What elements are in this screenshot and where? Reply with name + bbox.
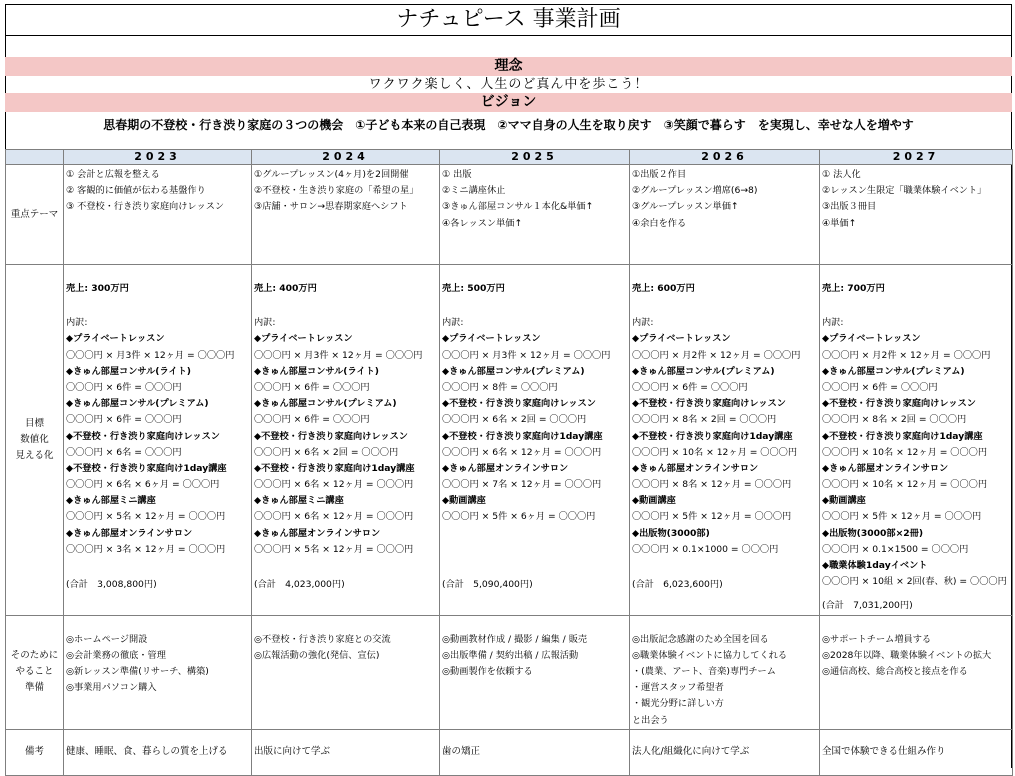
targets-row: [6, 265, 1013, 616]
breakdown-item: ◆きゅん部屋コンサル(プレミアム): [66, 398, 209, 410]
breakdown-item: ◆出版物(3000部×2冊): [822, 527, 924, 539]
list-item: ②不登校・生き渋り家庭の「希望の星」: [254, 185, 419, 197]
notes-cell: 法人化/組織化に向けて学ぶ: [630, 729, 820, 775]
breakdown-formula: 〇〇〇円 × 6名 × 12ヶ月 = 〇〇〇円: [254, 511, 414, 523]
list-item: ③ 不登校・行き渋り家庭向けレッスン: [66, 201, 225, 213]
breakdown-item: ◆きゅん部屋コンサル(ライト): [254, 365, 379, 377]
year-header: 2023: [64, 150, 252, 165]
list-item: ◎動画製作を依頼する: [442, 665, 533, 677]
list-item: ◎新レッスン準備(リサーチ、構築): [66, 665, 209, 677]
breakdown-item: ◆動画講座: [632, 495, 676, 507]
breakdown-label: 内訳:: [822, 317, 844, 329]
breakdown-formula: 〇〇〇円 × 5件 × 12ヶ月 = 〇〇〇円: [632, 511, 792, 523]
sales-target: 売上: 300万円: [66, 283, 129, 294]
list-item: ③店舗・サロン→思春期家庭へシフト: [254, 201, 408, 213]
notes-cell: 歯の矯正: [440, 729, 630, 775]
vision-text: 思春期の不登校・行き渋り家庭の３つの機会 ①子ども本来の自己表現 ②ママ自身の人生を取り戻す ③笑顔で暮らす を実現し、幸せな人を増やす: [103, 118, 914, 132]
list-item: ②グループレッスン増席(6→8): [632, 185, 758, 197]
breakdown-item: ◆不登校・行き渋り家庭向け1day講座: [632, 430, 793, 442]
breakdown-formula: 〇〇〇円 × 6名 × 12ヶ月 = 〇〇〇円: [254, 479, 414, 491]
breakdown-formula: 〇〇〇円 × 6名 × 2回 = 〇〇〇円: [254, 446, 399, 458]
actions-cell: [64, 615, 252, 729]
breakdown-formula: 〇〇〇円 × 10名 × 12ヶ月 = 〇〇〇円: [632, 446, 798, 458]
themes-cell: [252, 165, 440, 265]
list-item: ◎サポートチーム増員する: [822, 633, 932, 645]
breakdown-total: (合計 5,090,400円): [442, 578, 533, 590]
breakdown-label: 内訳:: [442, 317, 464, 329]
actions-cell: [630, 615, 820, 729]
breakdown-formula: 〇〇〇円 × 7名 × 12ヶ月 = 〇〇〇円: [442, 479, 602, 491]
list-item: ◎事業用パソコン購入: [66, 682, 157, 694]
breakdown-formula: 〇〇〇円 × 0.1×1500 = 〇〇〇円: [822, 543, 969, 555]
breakdown-formula: 〇〇〇円 × 6件 = 〇〇〇円: [254, 381, 370, 393]
targets-cell: [820, 265, 1013, 616]
breakdown-item: ◆きゅん部屋オンラインサロン: [254, 527, 381, 539]
breakdown-formula: 〇〇〇円 × 月3件 × 12ヶ月 = 〇〇〇円: [254, 349, 423, 361]
breakdown-formula: 〇〇〇円 × 6名 = 〇〇〇円: [66, 446, 182, 458]
breakdown-item: ◆不登校・行き渋り家庭向け1day講座: [66, 462, 227, 474]
breakdown-item: ◆動画講座: [442, 495, 486, 507]
list-item: ◎出版準備 / 契約出稿 / 広報活動: [442, 649, 579, 661]
breakdown-label: 内訳:: [632, 317, 654, 329]
breakdown-formula: 〇〇〇円 × 6件 = 〇〇〇円: [822, 381, 938, 393]
breakdown-formula: 〇〇〇円 × 6名 × 6ヶ月 = 〇〇〇円: [66, 479, 220, 491]
breakdown-formula: 〇〇〇円 × 8名 × 2回 = 〇〇〇円: [822, 414, 967, 426]
list-item: ◎広報活動の強化(発信、宣伝): [254, 649, 380, 661]
breakdown-item: ◆きゅん部屋ミニ講座: [66, 495, 156, 507]
row-label-notes: 備考: [6, 729, 64, 775]
themes-cell: [630, 165, 820, 265]
year-header: 2027: [820, 150, 1013, 165]
actions-cell: [440, 615, 630, 729]
breakdown-formula: 〇〇〇円 × 6件 = 〇〇〇円: [66, 381, 182, 393]
list-item: ②レッスン生限定「職業体験イベント」: [822, 185, 987, 197]
breakdown-item: ◆きゅん部屋コンサル(プレミアム): [442, 365, 585, 377]
row-label-actions: [6, 615, 64, 729]
breakdown-item: ◆不登校・行き渋り家庭向けレッスン: [632, 398, 786, 410]
year-header: 2026: [630, 150, 820, 165]
breakdown-total: (合計 6,023,600円): [632, 578, 723, 590]
row-label-line: やること: [15, 666, 54, 678]
breakdown-formula: 〇〇〇円 × 6件 = 〇〇〇円: [632, 381, 748, 393]
sales-target: 売上: 400万円: [254, 283, 317, 294]
sales-target: 売上: 500万円: [442, 283, 505, 294]
notes-row: [6, 729, 1013, 775]
breakdown-formula: 〇〇〇円 × 5名 × 12ヶ月 = 〇〇〇円: [66, 511, 226, 523]
breakdown-item: ◆不登校・行き渋り家庭向けレッスン: [254, 430, 408, 442]
list-item: ◎通信高校、総合高校と接点を作る: [822, 665, 968, 677]
list-item: ① 出版: [442, 169, 472, 180]
list-item: ・運営スタッフ希望者: [632, 682, 724, 694]
breakdown-item: ◆きゅん部屋オンラインサロン: [822, 462, 949, 474]
breakdown-total: (合計 3,008,800円): [66, 578, 157, 590]
breakdown-item: ◆不登校・行き渋り家庭向け1day講座: [254, 462, 415, 474]
breakdown-formula: 〇〇〇円 × 6名 × 2回 = 〇〇〇円: [442, 414, 587, 426]
row-label-line: 準備: [24, 682, 44, 694]
list-item: ◎会計業務の徹底・管理: [66, 649, 166, 661]
row-label-line: 数値化: [20, 433, 49, 445]
list-item: ◎ホームページ開設: [66, 633, 148, 645]
breakdown-formula: 〇〇〇円 × 5件 × 6ヶ月 = 〇〇〇円: [442, 511, 596, 523]
list-item: ◎2028年以降、職業体験イベントの拡大: [822, 649, 992, 661]
list-item: ◎職業体験イベントに協力してくれる: [632, 649, 788, 661]
actions-cell: [820, 615, 1013, 729]
breakdown-formula: 〇〇〇円 × 月2件 × 12ヶ月 = 〇〇〇円: [632, 349, 801, 361]
notes-cell: 健康、睡眠、食、暮らしの質を上げる: [64, 729, 252, 775]
year-header: 2024: [252, 150, 440, 165]
list-item: ④余白を作る: [632, 217, 687, 229]
actions-cell: [252, 615, 440, 729]
targets-cell: [64, 265, 252, 616]
list-item: ③きゅん部屋コンサル１本化&単価↑: [442, 201, 594, 213]
breakdown-item: ◆プライベートレッスン: [632, 333, 731, 345]
themes-cell: [820, 165, 1013, 265]
breakdown-item: ◆きゅん部屋コンサル(プレミアム): [632, 365, 775, 377]
breakdown-label: 内訳:: [254, 317, 276, 329]
themes-cell: [64, 165, 252, 265]
breakdown-item: ◆職業体験1dayイベント: [822, 560, 928, 571]
corner-cell: [6, 150, 64, 165]
breakdown-item: ◆不登校・行き渋り家庭向け1day講座: [822, 430, 983, 442]
breakdown-formula: 〇〇〇円 × 5件 × 12ヶ月 = 〇〇〇円: [822, 511, 982, 523]
breakdown-item: ◆動画講座: [822, 495, 866, 507]
plan-table: [5, 149, 1013, 776]
list-item: ①出版２作目: [632, 169, 687, 180]
breakdown-formula: 〇〇〇円 × 0.1×1000 = 〇〇〇円: [632, 543, 779, 555]
breakdown-item: ◆きゅん部屋オンラインサロン: [66, 527, 193, 539]
breakdown-item: ◆きゅん部屋コンサル(ライト): [66, 365, 191, 377]
breakdown-total: (合計 4,023,000円): [254, 578, 345, 590]
row-label-themes: 重点テーマ: [6, 165, 64, 265]
breakdown-label: 内訳:: [66, 317, 88, 329]
list-item: ◎出版記念感謝のため全国を回る: [632, 633, 769, 645]
breakdown-item: ◆出版物(3000部): [632, 527, 710, 539]
breakdown-item: ◆きゅん部屋オンラインサロン: [632, 462, 759, 474]
breakdown-item: ◆不登校・行き渋り家庭向けレッスン: [442, 398, 596, 410]
list-item: ② 客観的に価値が伝わる基盤作り: [66, 185, 206, 197]
breakdown-item: ◆きゅん部屋コンサル(プレミアム): [254, 398, 397, 410]
themes-cell: [440, 165, 630, 265]
list-item: ④各レッスン単価↑: [442, 217, 523, 229]
themes-row: [6, 165, 1013, 265]
list-item: と出会う: [632, 714, 669, 726]
breakdown-item: ◆不登校・行き渋り家庭向けレッスン: [66, 430, 220, 442]
page-title: ナチュピース 事業計画: [5, 4, 1012, 36]
list-item: ③出版３冊目: [822, 201, 877, 213]
row-label-line: 目標: [24, 417, 44, 429]
philosophy-heading: 理念: [5, 57, 1012, 76]
breakdown-formula: 〇〇〇円 × 月3件 × 12ヶ月 = 〇〇〇円: [66, 349, 235, 361]
list-item: ③グループレッスン単価↑: [632, 201, 739, 213]
breakdown-total: (合計 7,031,200円): [822, 600, 913, 612]
notes-cell: 全国で体験できる仕組み作り: [820, 729, 1013, 775]
list-item: ① 会計と広報を整える: [66, 169, 160, 180]
breakdown-item: ◆きゅん部屋コンサル(プレミアム): [822, 365, 965, 377]
year-header-row: [6, 150, 1013, 165]
list-item: ①グループレッスン(4ヶ月)を2回開催: [254, 169, 409, 180]
list-item: ・観光分野に詳しい方: [632, 698, 724, 710]
row-label-targets: [6, 265, 64, 616]
breakdown-formula: 〇〇〇円 × 5名 × 12ヶ月 = 〇〇〇円: [254, 543, 414, 555]
breakdown-formula: 〇〇〇円 × 6名 × 12ヶ月 = 〇〇〇円: [442, 446, 602, 458]
list-item: ④単価↑: [822, 217, 857, 229]
breakdown-item: ◆プライベートレッスン: [254, 333, 353, 345]
breakdown-formula: 〇〇〇円 × 8件 = 〇〇〇円: [442, 381, 558, 393]
breakdown-item: ◆きゅん部屋ミニ講座: [254, 495, 344, 507]
list-item: ① 法人化: [822, 169, 861, 180]
list-item: ②ミニ講座休止: [442, 185, 506, 197]
breakdown-formula: 〇〇〇円 × 10名 × 12ヶ月 = 〇〇〇円: [822, 446, 988, 458]
list-item: ◎動画教材作成 / 撮影 / 編集 / 販売: [442, 633, 588, 645]
targets-cell: [630, 265, 820, 616]
notes-cell: 出版に向けて学ぶ: [252, 729, 440, 775]
targets-cell: [440, 265, 630, 616]
list-item: ◎不登校・行き渋り家庭との交流: [254, 633, 391, 645]
philosophy-text: ワクワク楽しく、人生のど真ん中を歩こう！: [368, 77, 649, 92]
breakdown-item: ◆不登校・行き渋り家庭向け1day講座: [442, 430, 603, 442]
actions-row: [6, 615, 1013, 729]
breakdown-formula: 〇〇〇円 × 8名 × 2回 = 〇〇〇円: [632, 414, 777, 426]
targets-cell: [252, 265, 440, 616]
breakdown-formula: 〇〇〇円 × 6件 = 〇〇〇円: [254, 414, 370, 426]
vision-heading: ビジョン: [5, 93, 1012, 112]
row-label-line: 見える化: [15, 449, 54, 461]
breakdown-item: ◆プライベートレッスン: [66, 333, 165, 345]
breakdown-item: ◆プライベートレッスン: [822, 333, 921, 345]
sales-target: 売上: 600万円: [632, 283, 695, 294]
breakdown-formula: 〇〇〇円 × 8名 × 12ヶ月 = 〇〇〇円: [632, 479, 792, 491]
breakdown-formula: 〇〇〇円 × 月3件 × 12ヶ月 = 〇〇〇円: [442, 349, 611, 361]
sales-target: 売上: 700万円: [822, 283, 885, 294]
year-header: 2025: [440, 150, 630, 165]
breakdown-item: ◆きゅん部屋オンラインサロン: [442, 462, 569, 474]
breakdown-formula: 〇〇〇円 × 10名 × 12ヶ月 = 〇〇〇円: [822, 479, 988, 491]
business-plan-sheet: [5, 4, 1012, 768]
breakdown-formula: 〇〇〇円 × 10組 × 2回(春、秋) = 〇〇〇円: [822, 576, 1007, 588]
list-item: ・(農業、アート、音楽)専門チーム: [632, 665, 776, 677]
breakdown-item: ◆プライベートレッスン: [442, 333, 541, 345]
row-label-line: そのために: [10, 650, 59, 662]
breakdown-formula: 〇〇〇円 × 3名 × 12ヶ月 = 〇〇〇円: [66, 543, 226, 555]
breakdown-formula: 〇〇〇円 × 月2件 × 12ヶ月 = 〇〇〇円: [822, 349, 991, 361]
breakdown-item: ◆不登校・行き渋り家庭向けレッスン: [822, 398, 976, 410]
breakdown-formula: 〇〇〇円 × 6件 = 〇〇〇円: [66, 414, 182, 426]
